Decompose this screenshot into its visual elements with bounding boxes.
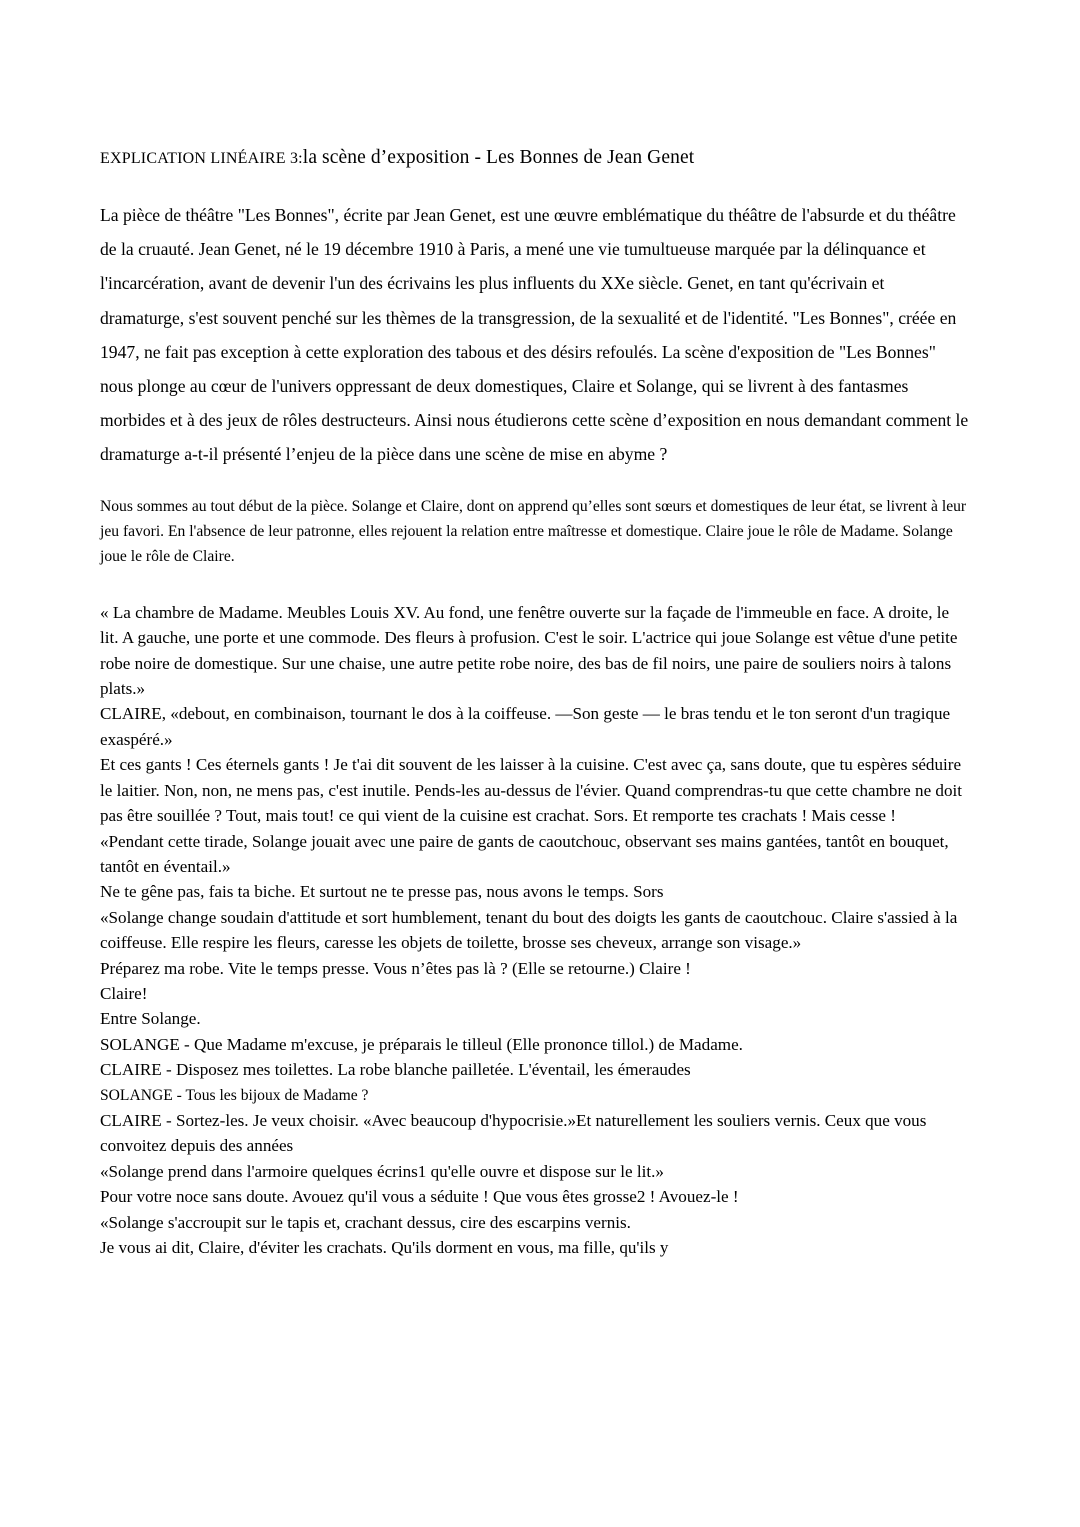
excerpt-line: «Solange change soudain d'attitude et sort humblement, tenant du bout des doigts les gants de caoutchouc. Claire s'assied à la coiffeuse. Elle respire les fleurs, caresse les objets de toilette, brosse ses cheveux, arrange son visage.» bbox=[100, 907, 958, 953]
excerpt-line: «Solange prend dans l'armoire quelques écrins1 qu'elle ouvre et dispose sur le lit.» bbox=[100, 1161, 664, 1181]
page-title bbox=[100, 145, 970, 172]
excerpt-line: SOLANGE - Tous les bijoux de Madame ? bbox=[100, 1086, 369, 1104]
excerpt-line: SOLANGE - Que Madame m'excuse, je préparais le tilleul (Elle prononce tillol.) de Madame. bbox=[100, 1034, 743, 1054]
excerpt-line: Je vous ai dit, Claire, d'éviter les crachats. Qu'ils dorment en vous, ma fille, qu'ils y bbox=[100, 1238, 669, 1257]
excerpt-line: « La chambre de Madame. Meubles Louis XV. Au fond, une fenêtre ouverte sur la façade de l'immeuble en face. A droite, le lit. A gauche, une porte et une commode. Des fleurs à profusion. C'est le soir. L'actrice qui joue Solange est vêtue d'une petite robe noire de domestique. Sur une chaise, une autre petite robe noire, des bas de fil noirs, une paire de souliers noirs à talons plats.» bbox=[100, 602, 958, 699]
excerpt-line: Claire! bbox=[100, 983, 148, 1003]
excerpt-line: Entre Solange. bbox=[100, 1009, 201, 1029]
excerpt-line: Et ces gants ! Ces éternels gants ! Je t'ai dit souvent de les laisser à la cuisine. C'est avec ça, sans doute, que tu espères séduire le laitier. Non, non, ne mens pas, c'est inutile. Pends-les au-dessus de l'évier. Quand comprendras-tu que cette chambre ne doit pas être souillée ? Tout, mais tout! ce qui vient de la cuisine est crachat. Sors. Et remporte tes crachats ! Mais cesse ! bbox=[100, 755, 963, 826]
excerpt-line: CLAIRE, «debout, en combinaison, tournant le dos à la coiffeuse. —Son geste — le bras tendu et le ton seront d'un tragique exaspéré.» bbox=[100, 704, 951, 749]
excerpt-line: «Pendant cette tirade, Solange jouait avec une paire de gants de caoutchouc, observant ses mains gantées, tantôt en bouquet, tantôt en éventail.» bbox=[100, 831, 949, 876]
excerpt-line: «Solange s'accroupit sur le tapis et, crachant dessus, cire des escarpins vernis. bbox=[100, 1212, 631, 1232]
page-title-main: la scène d’exposition - Les Bonnes de Jean Genet bbox=[302, 147, 695, 168]
excerpt-line: Préparez ma robe. Vite le temps presse. Vous n’êtes pas là ? (Elle se retourne.) Claire ! bbox=[100, 958, 691, 978]
context-paragraph: Nous sommes au tout début de la pièce. Solange et Claire, dont on apprend qu’elles sont sœurs et domestiques de leur état, se livrent à leur jeu favori. En l'absence de leur patronne, elles rejouent la relation entre maîtresse et domestique. Claire joue le rôle de Madame. Solange joue le rôle de Claire. bbox=[100, 497, 967, 566]
excerpt-line: CLAIRE - Sortez-les. Je veux choisir. «Avec beaucoup d'hypocrisie.»Et naturellement les souliers vernis. Ceux que vous convoitez depuis des années bbox=[100, 1110, 927, 1156]
intro-paragraph: La pièce de théâtre "Les Bonnes", écrite par Jean Genet, est une œuvre emblématique du théâtre de l'absurde et du théâtre de la cruauté. Jean Genet, né le 19 décembre 1910 à Paris, a mené une vie tumultueuse marquée par la délinquance et l'incarcération, avant de devenir l'un des écrivains les plus influents du XXe siècle. Genet, en tant qu'écrivain et dramaturge, s'est souvent penché sur les thèmes de la transgression, de la sexualité et de l'identité. "Les Bonnes", créée en 1947, ne fait pas exception à cette exploration des tabous et des désirs refoulés. La scène d'exposition de "Les Bonnes" nous plonge au cœur de l'univers oppressant de deux domestiques, Claire et Solange, qui se livrent à des fantasmes morbides et à des jeux de rôles destructeurs. Ainsi nous étudierons cette scène d’exposition en nous demandant comment le dramaturge a-t-il présenté l’enjeu de la pièce dans une scène de mise en abyme ? bbox=[100, 205, 969, 465]
page-title-prefix: EXPLICATION LINÉAIRE 3: bbox=[100, 150, 303, 167]
excerpt-line: CLAIRE - Disposez mes toilettes. La robe blanche pailletée. L'éventail, les émeraudes bbox=[100, 1060, 691, 1080]
excerpt-line: Pour votre noce sans doute. Avouez qu'il vous a séduite ! Que vous êtes grosse2 ! Avouez-le ! bbox=[100, 1187, 739, 1207]
play-excerpt bbox=[100, 600, 970, 1261]
excerpt-line: Ne te gêne pas, fais ta biche. Et surtout ne te presse pas, nous avons le temps. Sors bbox=[100, 882, 664, 902]
